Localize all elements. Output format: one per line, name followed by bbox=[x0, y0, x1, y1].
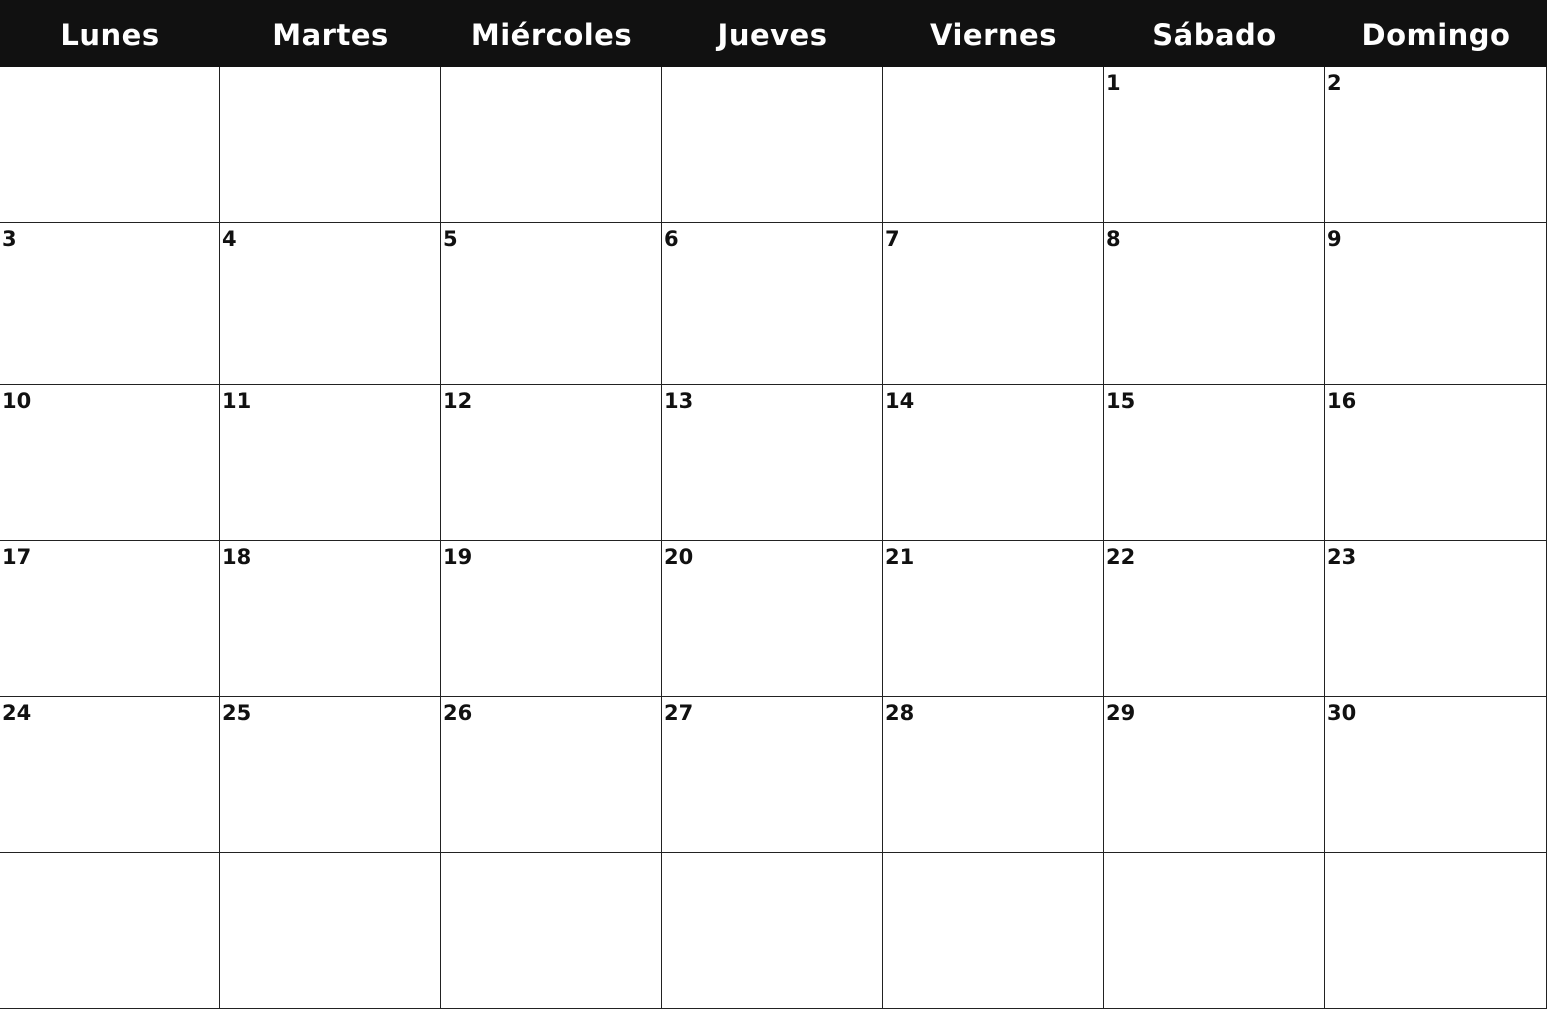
day-cell[interactable] bbox=[1325, 67, 1547, 223]
day-cell[interactable] bbox=[220, 541, 441, 697]
day-cell[interactable] bbox=[883, 223, 1104, 385]
day-number: 1 bbox=[1106, 71, 1121, 95]
day-number: 25 bbox=[222, 701, 252, 725]
day-number: 12 bbox=[443, 389, 473, 413]
day-cell[interactable] bbox=[1325, 223, 1547, 385]
week-row bbox=[0, 67, 1547, 223]
day-cell[interactable] bbox=[662, 67, 883, 223]
day-cell[interactable] bbox=[0, 385, 220, 541]
weekday-header-monday: Lunes bbox=[60, 17, 160, 52]
day-number: 21 bbox=[885, 545, 915, 569]
day-cell[interactable] bbox=[1104, 67, 1325, 223]
day-cell[interactable] bbox=[220, 385, 441, 541]
day-number: 8 bbox=[1106, 227, 1121, 251]
day-cell[interactable] bbox=[220, 67, 441, 223]
day-cell[interactable] bbox=[662, 541, 883, 697]
week-row bbox=[0, 385, 1547, 541]
day-number: 15 bbox=[1106, 389, 1136, 413]
day-cell[interactable] bbox=[220, 853, 441, 1009]
day-cell[interactable] bbox=[0, 67, 220, 223]
day-cell[interactable] bbox=[1104, 385, 1325, 541]
day-cell[interactable] bbox=[1325, 697, 1547, 853]
day-cell[interactable] bbox=[220, 223, 441, 385]
day-number: 23 bbox=[1327, 545, 1357, 569]
day-number: 28 bbox=[885, 701, 915, 725]
day-number: 6 bbox=[664, 227, 679, 251]
weekday-header-tuesday: Martes bbox=[272, 17, 389, 52]
day-cell[interactable] bbox=[441, 223, 662, 385]
day-number: 9 bbox=[1327, 227, 1342, 251]
day-cell[interactable] bbox=[0, 541, 220, 697]
day-cell[interactable] bbox=[1104, 853, 1325, 1009]
day-cell[interactable] bbox=[441, 385, 662, 541]
day-number: 16 bbox=[1327, 389, 1357, 413]
day-number: 20 bbox=[664, 545, 694, 569]
day-number: 22 bbox=[1106, 545, 1136, 569]
day-cell[interactable] bbox=[441, 541, 662, 697]
day-number: 19 bbox=[443, 545, 473, 569]
day-number: 5 bbox=[443, 227, 458, 251]
weekday-header-saturday: Sábado bbox=[1152, 17, 1277, 52]
day-number: 7 bbox=[885, 227, 900, 251]
day-number: 29 bbox=[1106, 701, 1136, 725]
day-number: 3 bbox=[2, 227, 17, 251]
day-cell[interactable] bbox=[662, 223, 883, 385]
day-number: 17 bbox=[2, 545, 32, 569]
day-number: 2 bbox=[1327, 71, 1342, 95]
day-cell[interactable] bbox=[1325, 853, 1547, 1009]
day-cell[interactable] bbox=[441, 697, 662, 853]
day-number: 26 bbox=[443, 701, 473, 725]
day-cell[interactable] bbox=[441, 853, 662, 1009]
day-cell[interactable] bbox=[0, 223, 220, 385]
day-number: 10 bbox=[2, 389, 32, 413]
day-number: 27 bbox=[664, 701, 694, 725]
weekday-header-wednesday: Miércoles bbox=[470, 17, 633, 52]
week-row bbox=[0, 541, 1547, 697]
day-cell[interactable] bbox=[1325, 541, 1547, 697]
day-cell[interactable] bbox=[883, 541, 1104, 697]
day-number: 30 bbox=[1327, 701, 1357, 725]
day-number: 14 bbox=[885, 389, 915, 413]
day-number: 24 bbox=[2, 701, 32, 725]
day-cell[interactable] bbox=[1104, 697, 1325, 853]
day-cell[interactable] bbox=[662, 697, 883, 853]
day-cell[interactable] bbox=[883, 67, 1104, 223]
day-cell[interactable] bbox=[0, 697, 220, 853]
weekday-header-friday: Viernes bbox=[930, 17, 1057, 52]
day-cell[interactable] bbox=[1104, 541, 1325, 697]
weekday-header-row bbox=[0, 0, 1547, 67]
day-cell[interactable] bbox=[1325, 385, 1547, 541]
day-number: 13 bbox=[664, 389, 694, 413]
week-row bbox=[0, 853, 1547, 1009]
day-cell[interactable] bbox=[441, 67, 662, 223]
day-cell[interactable] bbox=[220, 697, 441, 853]
weekday-header-sunday: Domingo bbox=[1361, 17, 1511, 52]
day-cell[interactable] bbox=[883, 853, 1104, 1009]
week-row bbox=[0, 697, 1547, 853]
day-number: 11 bbox=[222, 389, 252, 413]
day-cell[interactable] bbox=[883, 385, 1104, 541]
day-number: 4 bbox=[222, 227, 237, 251]
day-cell[interactable] bbox=[0, 853, 220, 1009]
day-cell[interactable] bbox=[883, 697, 1104, 853]
day-number: 18 bbox=[222, 545, 252, 569]
weekday-header-thursday: Jueves bbox=[717, 17, 828, 52]
day-cell[interactable] bbox=[662, 385, 883, 541]
day-cell[interactable] bbox=[662, 853, 883, 1009]
day-cell[interactable] bbox=[1104, 223, 1325, 385]
week-row bbox=[0, 223, 1547, 385]
calendar-grid bbox=[0, 67, 1547, 1010]
